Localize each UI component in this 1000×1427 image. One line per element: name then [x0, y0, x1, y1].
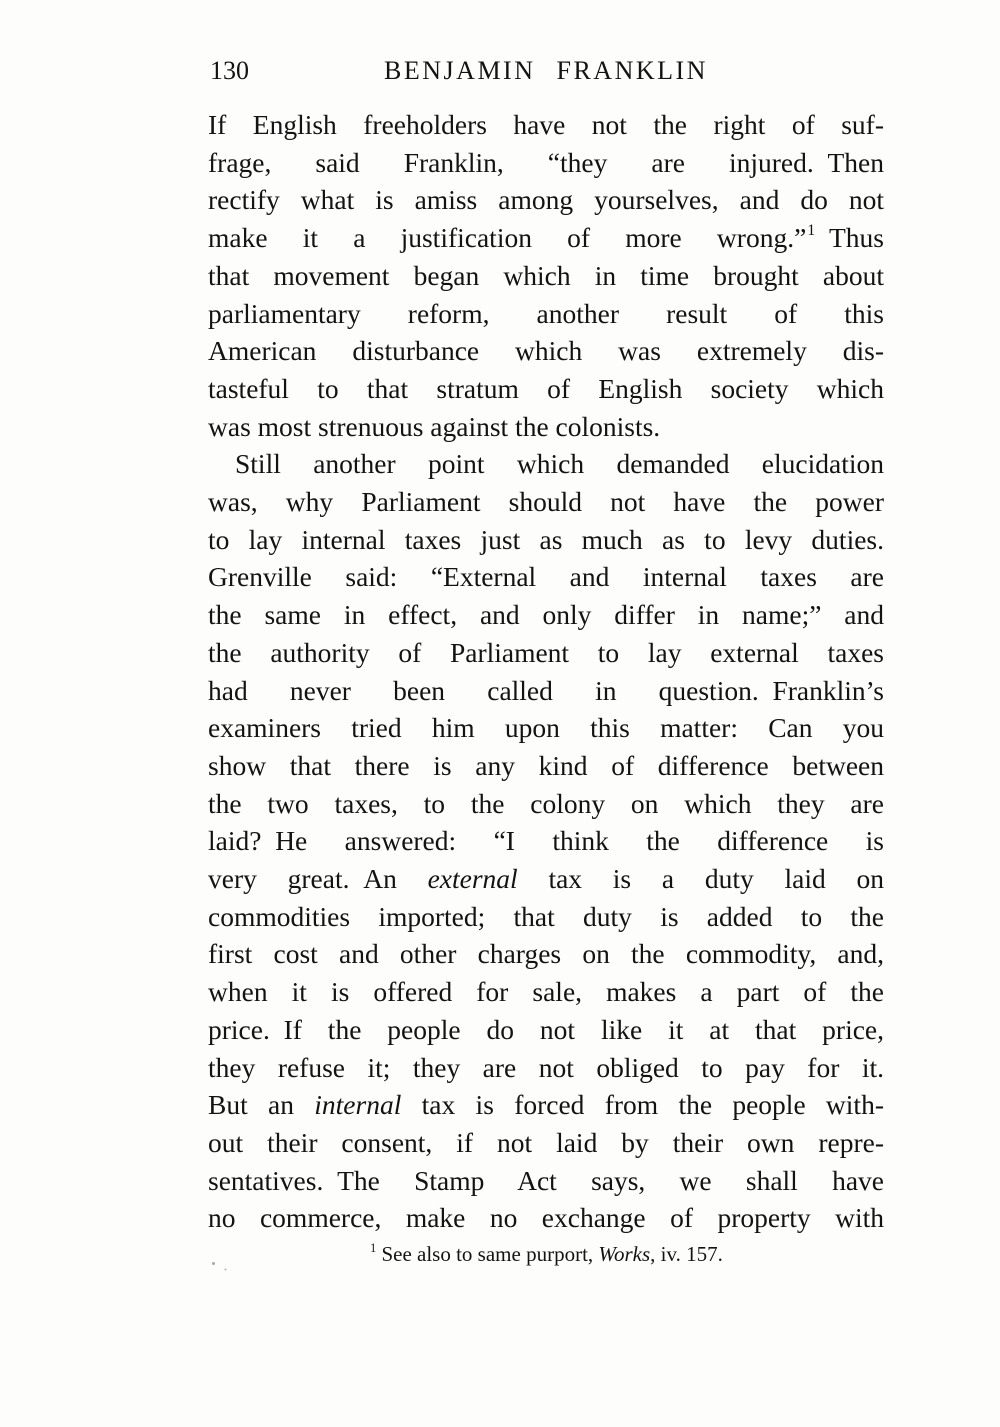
text-line: [208, 1162, 884, 1200]
italic-text-segment: Works: [598, 1242, 651, 1266]
text-line: [208, 935, 884, 973]
text-segment: they refuse it; they are not obliged to pay for it.: [208, 1051, 884, 1083]
text-segment: had never been called in question. Franklin’s: [208, 674, 884, 706]
text-line: [208, 709, 884, 747]
text-body: [208, 106, 884, 1237]
text-segment: that movement began which in time brought about: [208, 259, 884, 291]
page-header: [208, 56, 884, 90]
text-segment: to lay internal taxes just as much as to levy duties.: [208, 523, 884, 555]
text-line: [208, 1124, 884, 1162]
text-line: [208, 181, 884, 219]
text-segment: make it a justification of more wrong.”: [208, 222, 807, 254]
text-segment: Grenville said: “External and internal taxes are: [208, 561, 884, 593]
text-line: [208, 144, 884, 182]
text-segment: the same in effect, and only differ in name;” and: [208, 599, 884, 631]
text-segment: sentatives. The Stamp Act says, we shall have: [208, 1164, 884, 1196]
italic-text-segment: external: [427, 863, 518, 895]
footnote-marker: 1: [807, 222, 816, 240]
text-segment: out their consent, if not laid by their own repre-: [208, 1126, 884, 1158]
text-segment: Still another point which demanded elucidation: [235, 448, 884, 480]
text-line: [208, 973, 884, 1011]
text-line: [208, 822, 884, 860]
text-segment: tasteful to that stratum of English society which: [208, 372, 884, 404]
text-line: [208, 219, 884, 257]
text-segment: price. If the people do not like it at that price,: [208, 1013, 884, 1045]
text-line: [208, 1199, 884, 1237]
text-segment: frage, said Franklin, “they are injured. Then: [208, 146, 884, 178]
scan-artifact: [212, 1262, 215, 1265]
text-line: [208, 1086, 884, 1124]
text-line: [208, 106, 884, 144]
text-line: [208, 860, 884, 898]
text-line: [208, 370, 884, 408]
text-segment: , iv. 157.: [650, 1242, 723, 1266]
text-segment: If English freeholders have not the right of suf-: [208, 109, 884, 140]
text-segment: tax is a duty laid on: [517, 863, 884, 895]
text-segment: first cost and other charges on the commodity, and,: [208, 938, 884, 970]
footnote: [208, 1241, 884, 1267]
text-line: [208, 898, 884, 936]
text-segment: See also to same purport,: [376, 1242, 599, 1266]
text-line: [208, 295, 884, 333]
text-segment: rectify what is amiss among yourselves, and do not: [208, 184, 884, 216]
text-segment: was most strenuous against the colonists.: [208, 410, 661, 442]
page-number: 130: [210, 56, 249, 85]
text-line: [208, 747, 884, 785]
text-segment: when it is offered for sale, makes a part of the: [208, 976, 884, 1008]
text-line: [208, 445, 884, 483]
text-line: [208, 596, 884, 634]
text-segment: show that there is any kind of difference between: [208, 749, 884, 781]
text-segment: parliamentary reform, another result of this: [208, 297, 884, 329]
text-segment: the authority of Parliament to lay external taxes: [208, 636, 884, 668]
running-title: BENJAMIN FRANKLIN: [384, 56, 708, 85]
text-segment: commodities imported; that duty is added to the: [208, 900, 884, 932]
text-segment: laid? He answered: “I think the difference is: [208, 825, 884, 857]
footnote-marker: 1: [370, 1240, 377, 1255]
text-line: [208, 483, 884, 521]
text-line: [208, 332, 884, 370]
text-line: [208, 521, 884, 559]
text-line: [208, 634, 884, 672]
text-segment: But an: [208, 1089, 315, 1121]
text-line: [208, 408, 884, 446]
text-segment: examiners tried him upon this matter: Can you: [208, 712, 884, 744]
text-segment: the two taxes, to the colony on which they are: [208, 787, 884, 819]
italic-text-segment: internal: [314, 1089, 402, 1121]
text-line: [208, 257, 884, 295]
text-line: [208, 558, 884, 596]
text-segment: was, why Parliament should not have the power: [208, 486, 884, 518]
text-line: [208, 672, 884, 710]
text-line: [208, 1011, 884, 1049]
text-line: [208, 785, 884, 823]
text-segment: American disturbance which was extremely dis-: [208, 335, 884, 367]
text-segment: no commerce, make no exchange of property with: [208, 1202, 884, 1234]
text-segment: very great. An: [208, 863, 428, 895]
text-segment: Thus: [815, 222, 884, 254]
text-segment: tax is forced from the people with-: [401, 1089, 884, 1121]
text-line: [208, 1049, 884, 1087]
